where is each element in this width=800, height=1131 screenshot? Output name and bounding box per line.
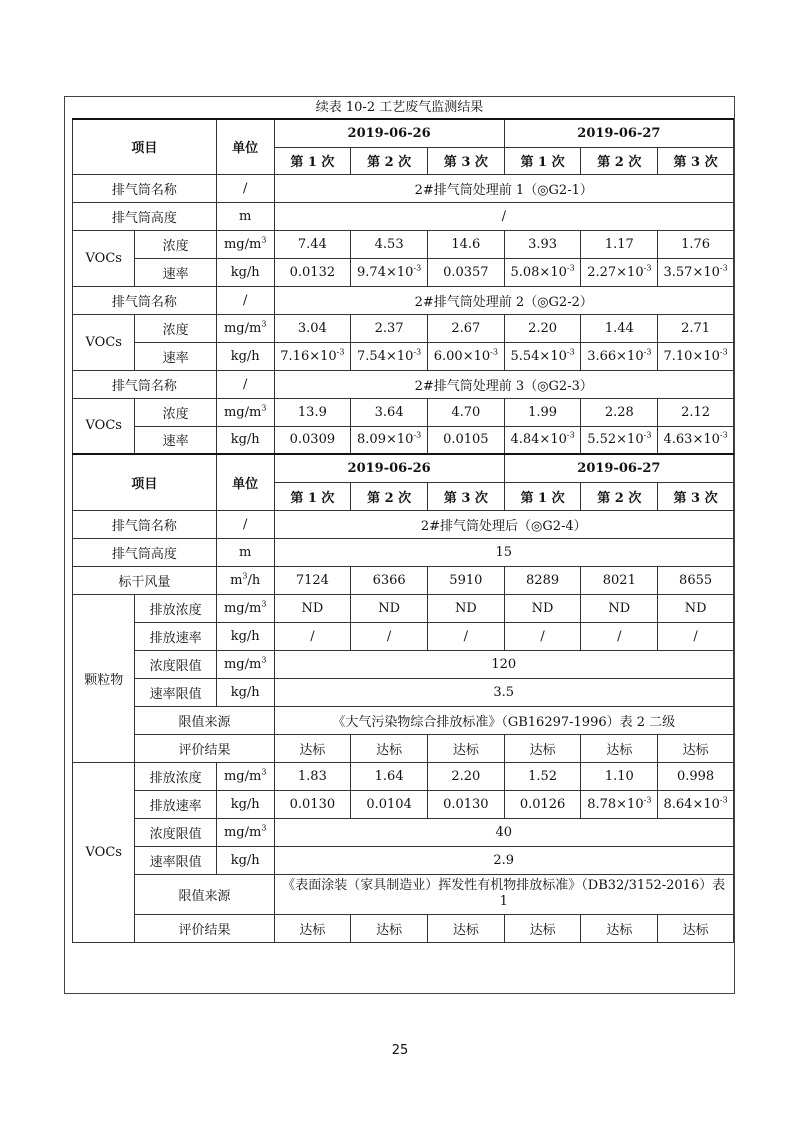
stack-height-g2-1: / [274,202,733,230]
value-cell: $5.52\times 10^{-3}$ [581,426,658,454]
eval-cell: 达标 [581,914,658,942]
header-unit: 单位 [216,454,274,510]
value-cell: $7.54\times 10^{-3}$ [351,342,428,370]
value-cell: 7124 [274,566,351,594]
row-label-stack-name: 排气筒名称 [73,286,217,314]
header-run: 第 3 次 [658,482,734,510]
row-label-rate: 速率 [135,342,216,370]
value-cell: 1.17 [581,230,658,258]
row-label-limit-source: 限值来源 [135,706,274,734]
eval-cell: 达标 [427,914,504,942]
unit-m3h: $m^3/h$ [216,566,274,594]
row-label-rate: 速率 [135,258,216,286]
eval-cell: 达标 [427,734,504,762]
value-cell: $5.08\times 10^{-3}$ [504,258,581,286]
eval-cell: 达标 [504,734,581,762]
row-label-conc: 浓度 [135,398,216,426]
row-label-rate-limit: 速率限值 [135,846,216,874]
unit-kgh: kg/h [216,622,274,650]
value-cell: 6366 [351,566,428,594]
value-cell: ND [658,594,734,622]
stack-height-g2-4: 15 [274,538,733,566]
value-cell: $3.66\times 10^{-3}$ [581,342,658,370]
header-date-1: 2019-06-26 [274,454,504,482]
vocs-conc-limit: 40 [274,818,733,846]
pollutant-vocs: VOCs [73,314,135,370]
row-label-conc: 浓度 [135,314,216,342]
value-cell: 7.44 [274,230,351,258]
value-cell: 0.998 [658,762,734,790]
unit-kgh: kg/h [216,678,274,706]
row-label-std-flow: 标干风量 [73,566,217,594]
row-label-emit-rate: 排放速率 [135,790,216,818]
value-cell: 1.99 [504,398,581,426]
eval-cell: 达标 [274,734,351,762]
value-cell: 2.20 [504,314,581,342]
pm-limit-source: 《大气污染物综合排放标准》（GB16297-1996）表 2 二级 [274,706,733,734]
header-run: 第 2 次 [351,147,428,174]
pm-conc-limit: 120 [274,650,733,678]
value-cell: $7.10\times 10^{-3}$ [658,342,734,370]
value-cell: $6.00\times 10^{-3}$ [427,342,504,370]
value-cell: 0.0130 [427,790,504,818]
header-item: 项目 [73,119,217,174]
value-cell: ND [274,594,351,622]
row-label-evaluation: 评价结果 [135,914,274,942]
unit-kgh: kg/h [216,846,274,874]
exhaust-monitoring-table [72,118,734,943]
value-cell: 2.71 [658,314,734,342]
row-label-rate-limit: 速率限值 [135,678,216,706]
unit-cell: m [216,202,274,230]
stack-name-g2-4: 2#排气筒处理后（◎G2-4） [274,510,733,538]
header-date-1: 2019-06-26 [274,119,504,147]
value-cell: ND [581,594,658,622]
unit-mgm3: $mg/m^3$ [216,398,274,426]
value-cell: 0.0309 [274,426,351,454]
row-label-conc: 浓度 [135,230,216,258]
row-label-stack-name: 排气筒名称 [73,370,217,398]
vocs-rate-limit: 2.9 [274,846,733,874]
eval-cell: 达标 [658,914,734,942]
value-cell: 8289 [504,566,581,594]
stack-name-g2-3: 2#排气筒处理前 3（◎G2-3） [274,370,733,398]
value-cell: 3.04 [274,314,351,342]
value-cell: 3.93 [504,230,581,258]
value-cell: $4.63\times 10^{-3}$ [658,426,734,454]
header-run: 第 3 次 [427,482,504,510]
eval-cell: 达标 [581,734,658,762]
value-cell: 2.67 [427,314,504,342]
value-cell: 13.9 [274,398,351,426]
table-caption: 续表 10-2 工艺废气监测结果 [315,100,484,115]
value-cell: 14.6 [427,230,504,258]
value-cell: 0.0104 [351,790,428,818]
unit-cell: / [216,174,274,202]
value-cell: ND [351,594,428,622]
unit-mgm3: $mg/m^3$ [216,762,274,790]
page-number: 25 [391,1043,409,1058]
unit-cell: / [216,510,274,538]
header-run: 第 3 次 [427,147,504,174]
unit-cell: m [216,538,274,566]
header-unit: 单位 [216,119,274,174]
value-cell: ND [504,594,581,622]
value-cell: 4.53 [351,230,428,258]
value-cell: / [351,622,428,650]
value-cell: $7.16\times 10^{-3}$ [274,342,351,370]
stack-name-g2-2: 2#排气筒处理前 2（◎G2-2） [274,286,733,314]
header-run: 第 1 次 [504,147,581,174]
value-cell: ND [427,594,504,622]
pollutant-vocs: VOCs [73,762,135,942]
eval-cell: 达标 [351,914,428,942]
value-cell: $9.74\times 10^{-3}$ [351,258,428,286]
value-cell: 8021 [581,566,658,594]
value-cell: $8.09\times 10^{-3}$ [351,426,428,454]
value-cell: 1.52 [504,762,581,790]
header-item: 项目 [73,454,217,510]
value-cell: 0.0105 [427,426,504,454]
unit-kgh: kg/h [216,790,274,818]
value-cell: 2.12 [658,398,734,426]
header-run: 第 1 次 [274,147,351,174]
value-cell: 1.64 [351,762,428,790]
value-cell: 0.0126 [504,790,581,818]
value-cell: 2.37 [351,314,428,342]
value-cell: 1.76 [658,230,734,258]
unit-mgm3: $mg/m^3$ [216,230,274,258]
row-label-stack-name: 排气筒名称 [73,510,217,538]
value-cell: / [658,622,734,650]
eval-cell: 达标 [504,914,581,942]
vocs-limit-source: 《表面涂装（家具制造业）挥发性有机物排放标准》（DB32/3152-2016）表 1 [274,874,733,914]
pollutant-vocs: VOCs [73,230,135,286]
value-cell: 0.0132 [274,258,351,286]
row-label-emit-conc: 排放浓度 [135,594,216,622]
value-cell: 1.10 [581,762,658,790]
eval-cell: 达标 [351,734,428,762]
eval-cell: 达标 [274,914,351,942]
value-cell: / [427,622,504,650]
header-run: 第 1 次 [504,482,581,510]
value-cell: 1.83 [274,762,351,790]
unit-mgm3: $mg/m^3$ [216,650,274,678]
row-label-stack-height: 排气筒高度 [73,538,217,566]
eval-cell: 达标 [658,734,734,762]
stack-name-g2-1: 2#排气筒处理前 1（◎G2-1） [274,174,733,202]
value-cell: 2.28 [581,398,658,426]
unit-cell: / [216,286,274,314]
unit-mgm3: $mg/m^3$ [216,594,274,622]
row-label-limit-source: 限值来源 [135,874,274,914]
value-cell: $8.64\times 10^{-3}$ [658,790,734,818]
row-label-emit-conc: 排放浓度 [135,762,216,790]
row-label-evaluation: 评价结果 [135,734,274,762]
header-date-2: 2019-06-27 [504,454,733,482]
value-cell: 1.44 [581,314,658,342]
unit-mgm3: $mg/m^3$ [216,314,274,342]
unit-kgh: kg/h [216,342,274,370]
value-cell: 2.20 [427,762,504,790]
value-cell: 0.0357 [427,258,504,286]
value-cell: 4.70 [427,398,504,426]
header-run: 第 2 次 [581,482,658,510]
value-cell: 8655 [658,566,734,594]
unit-mgm3: $mg/m^3$ [216,818,274,846]
value-cell: 3.64 [351,398,428,426]
value-cell: $5.54\times 10^{-3}$ [504,342,581,370]
value-cell: 5910 [427,566,504,594]
value-cell: $4.84\times 10^{-3}$ [504,426,581,454]
header-date-2: 2019-06-27 [504,119,733,147]
pm-rate-limit: 3.5 [274,678,733,706]
header-run: 第 1 次 [274,482,351,510]
header-run: 第 2 次 [581,147,658,174]
value-cell: $8.78\times 10^{-3}$ [581,790,658,818]
report-frame [64,96,735,994]
value-cell: 0.0130 [274,790,351,818]
unit-kgh: kg/h [216,426,274,454]
row-label-rate: 速率 [135,426,216,454]
row-label-conc-limit: 浓度限值 [135,818,216,846]
value-cell: / [274,622,351,650]
header-run: 第 2 次 [351,482,428,510]
value-cell: $2.27\times 10^{-3}$ [581,258,658,286]
unit-cell: / [216,370,274,398]
value-cell: $3.57\times 10^{-3}$ [658,258,734,286]
pollutant-vocs: VOCs [73,398,135,454]
value-cell: / [504,622,581,650]
row-label-conc-limit: 浓度限值 [135,650,216,678]
value-cell: / [581,622,658,650]
row-label-stack-name: 排气筒名称 [73,174,217,202]
row-label-emit-rate: 排放速率 [135,622,216,650]
header-run: 第 3 次 [658,147,734,174]
unit-kgh: kg/h [216,258,274,286]
row-label-stack-height: 排气筒高度 [73,202,217,230]
pollutant-particulate: 颗粒物 [73,594,135,762]
